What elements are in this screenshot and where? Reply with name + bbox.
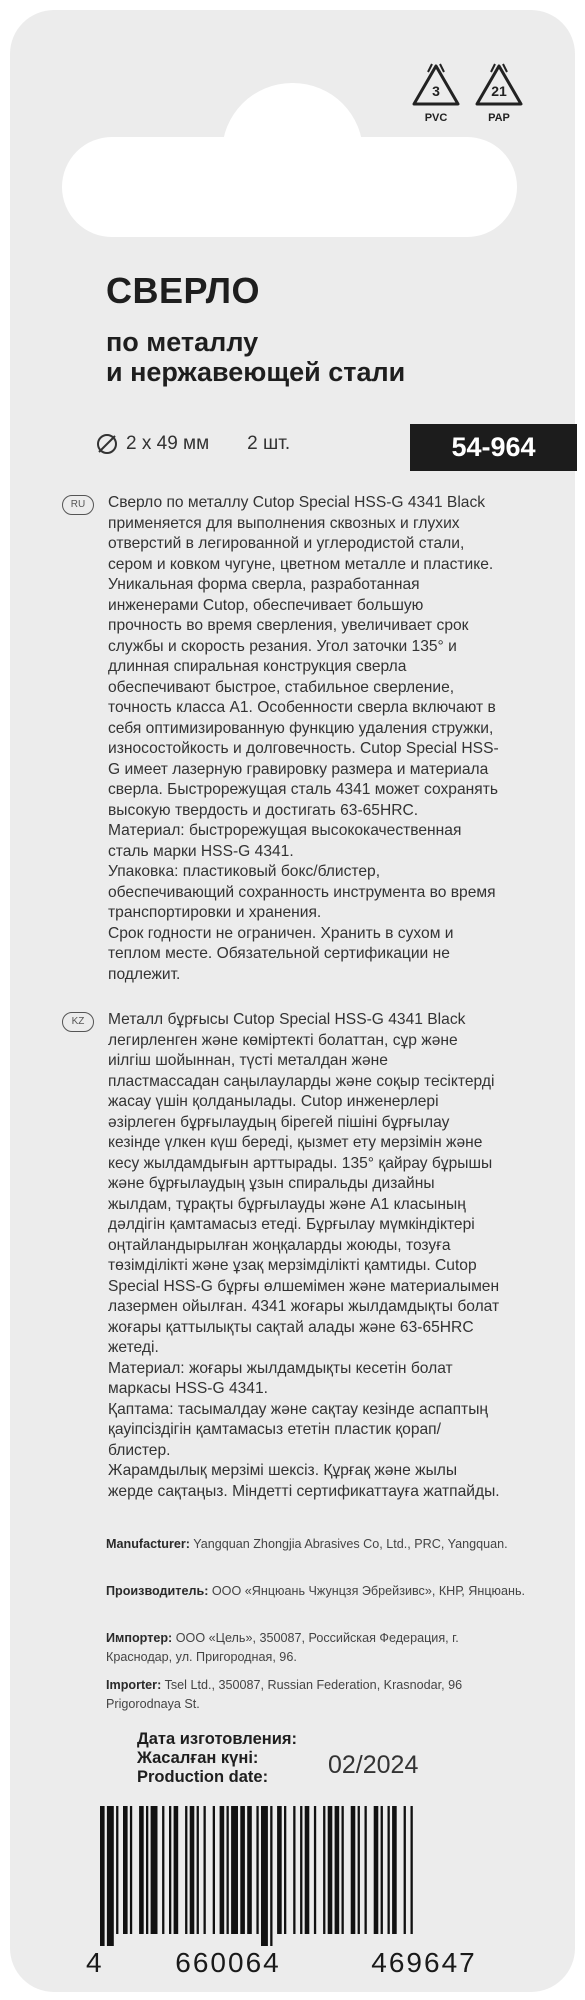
- drill-quantity: 2 шт.: [247, 433, 291, 454]
- barcode-bar: [100, 1806, 105, 1946]
- importer-ru: [106, 1629, 526, 1667]
- barcode-digit-group: 4: [86, 1947, 104, 1978]
- production-date-labels: [137, 1730, 297, 1787]
- barcode-bar: [323, 1806, 325, 1934]
- importer-ru-text: ООО «Цель», 350087, Российская Федерация, г. Краснодар, ул. Пригородная, 96.: [106, 1631, 459, 1664]
- manufacturer-en-label: Manufacturer:: [106, 1537, 190, 1551]
- barcode-bar: [351, 1806, 356, 1934]
- barcode-bar: [107, 1806, 114, 1946]
- barcode-bar: [381, 1806, 383, 1934]
- barcode-bar: [277, 1806, 282, 1934]
- barcode-bar: [374, 1806, 379, 1934]
- recycle-pap: [471, 60, 527, 130]
- barcode-bar: [305, 1806, 310, 1934]
- date-label-en: Production date:: [137, 1768, 269, 1786]
- barcode-bar: [284, 1806, 286, 1934]
- barcode-bar: [314, 1806, 316, 1934]
- barcode-bar: [169, 1806, 171, 1934]
- barcode-bar: [197, 1806, 199, 1934]
- barcode-digits: [86, 1947, 536, 1979]
- description-paragraph: Упаковка: пластиковый бокс/блистер, обеспечивающий сохранность инструмента во время транспортировки и хранения.: [108, 863, 496, 921]
- barcode-bar: [151, 1806, 158, 1934]
- recycle-code: PVC: [424, 112, 448, 124]
- subtitle-line: и нержавеющей стали: [106, 357, 406, 387]
- barcode-bar: [227, 1806, 229, 1934]
- barcode-bar: [130, 1806, 132, 1934]
- importer-en-text: Tsel Ltd., 350087, Russian Federation, Krasnodar, 96 Prigorodnaya St.: [106, 1678, 463, 1711]
- manufacturer-ru-text: ООО «Янцюань Чжунцзя Эбрейзивс», КНР, Янцюань.: [211, 1584, 526, 1598]
- date-label-ru: Дата изготовления:: [137, 1730, 297, 1748]
- importer-ru-label: Импортер:: [106, 1631, 173, 1645]
- barcode-bar: [174, 1806, 179, 1934]
- barcode-bar: [328, 1806, 333, 1934]
- product-specs: [96, 433, 290, 455]
- subtitle-line: по металлу: [106, 327, 259, 357]
- manufacturer-en-text: Yangquan Zhongjia Abrasives Co, Ltd., PRC, Yangquan.: [193, 1537, 508, 1551]
- hang-hole: [62, 137, 517, 237]
- article-code: 54-964: [410, 424, 577, 471]
- product-subtitle: [106, 327, 405, 387]
- recycle-number: 21: [491, 83, 507, 99]
- barcode-bar: [116, 1806, 118, 1934]
- barcode-bar: [388, 1806, 390, 1934]
- manufacturer-en: [106, 1535, 526, 1554]
- barcode-bar: [190, 1806, 195, 1934]
- drill-size: 2 х 49 мм: [126, 433, 210, 454]
- lang-badge-ru: RU: [62, 495, 94, 515]
- barcode-bar: [342, 1806, 344, 1934]
- barcode-digit-group: 660064: [175, 1947, 281, 1978]
- recycle-triangle-icon: [408, 60, 464, 112]
- barcode-bar: [139, 1806, 144, 1934]
- barcode-bar: [220, 1806, 225, 1934]
- barcode-bar: [358, 1806, 360, 1934]
- recycle-pvc: [408, 60, 464, 130]
- barcode-bar: [300, 1806, 302, 1934]
- barcode-bar: [231, 1806, 238, 1934]
- description-paragraph: Металл бұрғысы Cutop Special HSS-G 4341 Black легирленген және көміртекті болаттан, сұр және иілгіш шойыннан, түсті металдан және пластмассадан саңылауларды және соқыр тесіктерді жасау үшін қолданылады. Cutop инженерлері әзірлеген бұрғылаудың бірегей пішіні бұрғылау кезінде үлкен күш береді, қызмет ету мерзімін және кесу жылдамдығын арттырады. 135° қайрау бұрышы және бұрғылаудың ұзын спиральды дизайны жылдам, тұрақты бұрғылауды және А1 класының дәлдігін қамтамасыз етеді. Бұрғылау мүмкіндіктері оңтайландырылған жоңқаларды жоюды, тозуға төзімділікті және ұзақ мерзімділікті қамтиды. Cutop Special HSS-G бұрғы өлшемімен және материалымен лазермен ойылған. 4341 жоғары жылдамдықты болат жоғары қаттылықты сақтай алады және 63-65HRC жетеді.: [108, 1011, 500, 1356]
- date-label-kz: Жасалған күні:: [137, 1749, 259, 1767]
- lang-badge-kz: KZ: [62, 1012, 94, 1032]
- barcode-bar: [213, 1806, 215, 1934]
- barcode-bar: [335, 1806, 340, 1934]
- barcode-bar: [204, 1806, 206, 1934]
- description-paragraph: Жарамдылық мерзімі шексіз. Құрғақ және жылы жерде сақтаңыз. Міндетті сертификаттауға жатпайды.: [108, 1462, 500, 1500]
- diameter-icon: [96, 433, 118, 455]
- manufacturer-ru-label: Производитель:: [106, 1584, 209, 1598]
- barcode-bar: [146, 1806, 148, 1934]
- importer-en: [106, 1676, 526, 1714]
- recycle-triangle-icon: [471, 60, 527, 112]
- barcode-bar: [293, 1806, 295, 1934]
- barcode-bar: [270, 1806, 272, 1946]
- recycle-number: 3: [432, 83, 440, 99]
- barcode-bar: [162, 1806, 164, 1934]
- barcode-bar: [365, 1806, 367, 1934]
- barcode-bar: [261, 1806, 268, 1946]
- barcode-bar: [404, 1806, 406, 1934]
- description-paragraph: Срок годности не ограничен. Хранить в сухом и теплом месте. Обязательной сертификации не подлежит.: [108, 924, 454, 983]
- barcode-bar: [411, 1806, 413, 1934]
- importer-en-label: Importer:: [106, 1678, 162, 1692]
- barcode-bar: [123, 1806, 128, 1934]
- barcode-bar: [256, 1806, 258, 1934]
- barcode-digit-group: 469647: [371, 1947, 477, 1978]
- production-date: 02/2024: [328, 1751, 419, 1779]
- barcode-bar: [392, 1806, 397, 1934]
- barcode-bar: [247, 1806, 252, 1934]
- product-title: СВЕРЛО: [106, 270, 261, 311]
- description-paragraph: Материал: жоғары жылдамдықты кесетін болат маркасы HSS-G 4341.: [108, 1359, 453, 1397]
- barcode: [100, 1806, 528, 1946]
- manufacturer-ru: [106, 1582, 526, 1601]
- description-paragraph: Сверло по металлу Cutop Special HSS-G 4341 Black применяется для выполнения сквозных и глухих отверстий в легированной и углеродистой стали, сером и ковком чугуне, цветном металле и пластике. Уникальная форма сверла, разработанная инженерами Cutop, обеспечивает большую прочность во время сверления, увеличивает срок службы и скорость резания. Угол заточки 135° и длинная спиральная конструкция сверла обеспечивают быстрое, стабильное сверление, точность класса А1. Особенности сверла включают в себя оптимизированную функцию удаления стружки, износостойкость и долговечность. Cutop Special HSS-G имеет лазерную гравировку размера и материала сверла. Быстрорежущая сталь 4341 может сохранять высокую твердость и достигать 63-65HRC.: [108, 494, 499, 819]
- description-kz: [108, 1010, 500, 1502]
- description-paragraph: Материал: быстрорежущая высококачественная сталь марки HSS-G 4341.: [108, 822, 462, 860]
- description-ru: [108, 493, 500, 985]
- recycle-code: PAP: [488, 112, 510, 124]
- barcode-bar: [240, 1806, 245, 1934]
- barcode-bar: [185, 1806, 187, 1934]
- description-paragraph: Қаптама: тасымалдау және сақтау кезінде аспаптың қауіпсіздігін қамтамасыз ететін пластик қорап/блистер.: [108, 1400, 489, 1459]
